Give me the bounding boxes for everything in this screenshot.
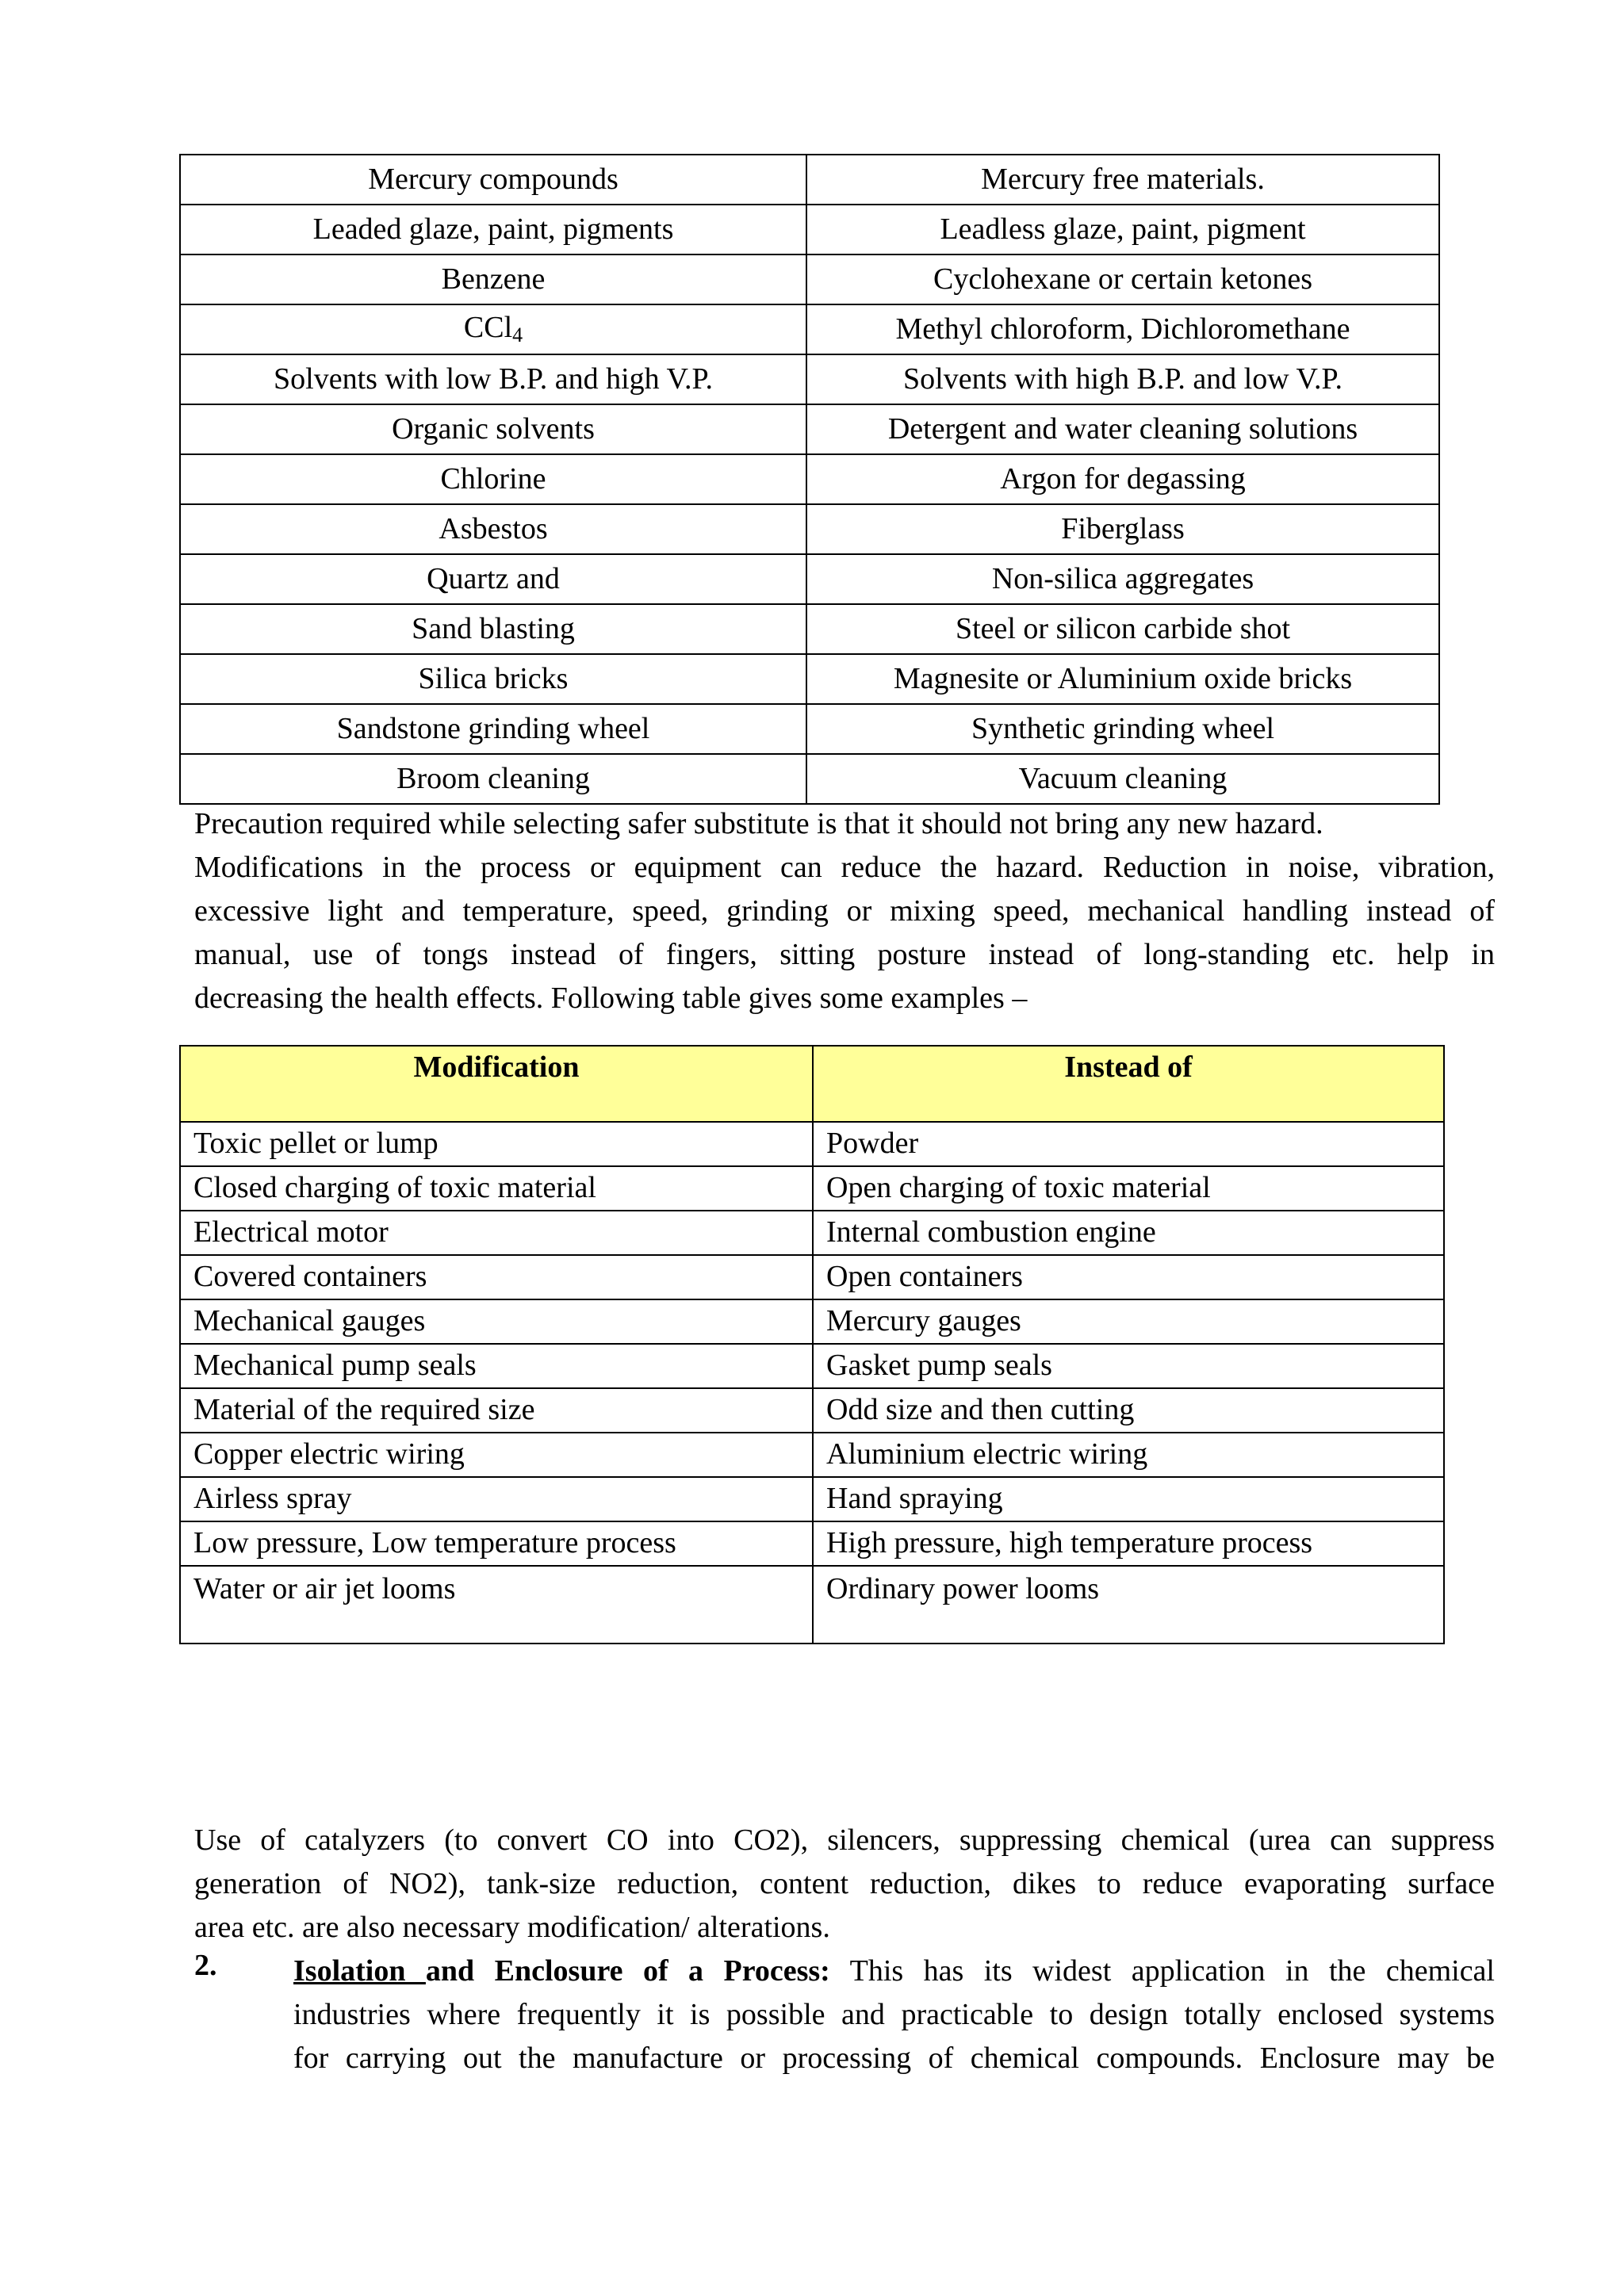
substitute-cell: Synthetic grinding wheel: [806, 704, 1439, 754]
hazard-cell: Chlorine: [180, 454, 806, 504]
modification-cell: Mechanical gauges: [180, 1299, 813, 1344]
modification-cell: Mechanical pump seals: [180, 1344, 813, 1388]
hazard-cell: Leaded glaze, paint, pigments: [180, 205, 806, 254]
table-row: [180, 754, 1439, 804]
hazard-cell: Solvents with low B.P. and high V.P.: [180, 354, 806, 404]
hazard-cell: Asbestos: [180, 504, 806, 554]
paragraph-line: manual, use of tongs instead of fingers, sitting posture instead of long-standing etc. help in: [194, 938, 1495, 971]
instead-of-cell: Gasket pump seals: [813, 1344, 1444, 1388]
modification-cell: Airless spray: [180, 1477, 813, 1521]
hazard-cell: Benzene: [180, 254, 806, 304]
hazard-cell: Quartz and: [180, 554, 806, 604]
catalyzer-paragraph: [194, 1819, 1495, 1950]
instead-of-cell: Hand spraying: [813, 1477, 1444, 1521]
table-row: [180, 704, 1439, 754]
substitute-cell: Steel or silicon carbide shot: [806, 604, 1439, 654]
section-heading-rest: and Enclosure of a Process:: [425, 1954, 830, 1988]
paragraph-line: excessive light and temperature, speed, grinding or mixing speed, mechanical handling instead of: [194, 894, 1495, 928]
substitute-cell: Leadless glaze, paint, pigment: [806, 205, 1439, 254]
table-row: [180, 1433, 1444, 1477]
paragraph-line: area etc. are also necessary modification/ alterations.: [194, 1911, 830, 1944]
table-row: [180, 1521, 1444, 1566]
paragraph-line: Modifications in the process or equipment can reduce the hazard. Reduction in noise, vibration,: [194, 851, 1495, 884]
table-row: [180, 1211, 1444, 1255]
table-row: [180, 1166, 1444, 1211]
precaution-text: [194, 802, 1495, 846]
instead-of-cell: Ordinary power looms: [813, 1566, 1444, 1644]
hazard-formula: CCl: [463, 311, 513, 345]
section-number: 2.: [194, 1949, 217, 1982]
hazard-cell: Sand blasting: [180, 604, 806, 654]
hazard-cell: Silica bricks: [180, 654, 806, 704]
instead-of-cell: Odd size and then cutting: [813, 1388, 1444, 1433]
table-row: [180, 155, 1439, 205]
instead-of-cell: Mercury gauges: [813, 1299, 1444, 1344]
modification-paragraph: [194, 846, 1495, 1020]
modification-cell: Closed charging of toxic material: [180, 1166, 813, 1211]
table-row: [180, 304, 1439, 354]
table-row: [180, 1344, 1444, 1388]
substitute-cell: Methyl chloroform, Dichloromethane: [806, 304, 1439, 354]
substitute-cell: Magnesite or Aluminium oxide bricks: [806, 654, 1439, 704]
table-row: [180, 1566, 1444, 1644]
table-row: [180, 254, 1439, 304]
modification-table: [179, 1045, 1445, 1644]
table-row: [180, 454, 1439, 504]
substitute-cell: Detergent and water cleaning solutions: [806, 404, 1439, 454]
substitute-cell: Argon for degassing: [806, 454, 1439, 504]
hazard-cell: Organic solvents: [180, 404, 806, 454]
header-modification: Modification: [180, 1046, 813, 1122]
section-2-first-line: [293, 1950, 1495, 1993]
table-row: [180, 604, 1439, 654]
precaution-line: Precaution required while selecting safer substitute is that it should not bring any new hazard.: [194, 807, 1323, 840]
substitute-cell: Non-silica aggregates: [806, 554, 1439, 604]
paragraph-line: generation of NO2), tank-size reduction, content reduction, dikes to reduce evaporating surface: [194, 1867, 1495, 1900]
section-first-line-text: This has its widest application in the chemical: [849, 1954, 1495, 1988]
instead-of-cell: Internal combustion engine: [813, 1211, 1444, 1255]
substitute-cell: Vacuum cleaning: [806, 754, 1439, 804]
table-row: [180, 1388, 1444, 1433]
table-row: [180, 554, 1439, 604]
table-row: [180, 404, 1439, 454]
modification-cell: Material of the required size: [180, 1388, 813, 1433]
table-row: [180, 1255, 1444, 1299]
modification-cell: Electrical motor: [180, 1211, 813, 1255]
paragraph-line: for carrying out the manufacture or processing of chemical compounds. Enclosure may be: [293, 2042, 1495, 2075]
header-instead-of: Instead of: [813, 1046, 1444, 1122]
table-row: [180, 354, 1439, 404]
substitute-cell: Solvents with high B.P. and low V.P.: [806, 354, 1439, 404]
substitute-cell: Mercury free materials.: [806, 155, 1439, 205]
hazard-cell: [180, 304, 806, 354]
hazard-cell: Broom cleaning: [180, 754, 806, 804]
modification-cell: Covered containers: [180, 1255, 813, 1299]
table-header-row: [180, 1046, 1444, 1122]
table-row: [180, 654, 1439, 704]
section-heading-underlined: Isolation: [293, 1954, 426, 1988]
hazard-cell: Sandstone grinding wheel: [180, 704, 806, 754]
instead-of-cell: Powder: [813, 1122, 1444, 1166]
modification-cell: Low pressure, Low temperature process: [180, 1521, 813, 1566]
modification-cell: Toxic pellet or lump: [180, 1122, 813, 1166]
table-row: [180, 1122, 1444, 1166]
instead-of-cell: High pressure, high temperature process: [813, 1521, 1444, 1566]
table-row: [180, 1477, 1444, 1521]
instead-of-cell: Open charging of toxic material: [813, 1166, 1444, 1211]
paragraph-line: decreasing the health effects. Following table gives some examples –: [194, 982, 1028, 1015]
instead-of-cell: Open containers: [813, 1255, 1444, 1299]
paragraph-line: industries where frequently it is possible and practicable to design totally enclosed systems: [293, 1998, 1495, 2031]
substitution-table: [179, 154, 1440, 805]
instead-of-cell: Aluminium electric wiring: [813, 1433, 1444, 1477]
table-row: [180, 1299, 1444, 1344]
modification-cell: Copper electric wiring: [180, 1433, 813, 1477]
modification-cell: Water or air jet looms: [180, 1566, 813, 1644]
substitute-cell: Cyclohexane or certain ketones: [806, 254, 1439, 304]
hazard-cell: Mercury compounds: [180, 155, 806, 205]
section-2-text: [293, 1950, 1495, 2080]
paragraph-line: Use of catalyzers (to convert CO into CO2), silencers, suppressing chemical (urea can suppress: [194, 1823, 1495, 1857]
table-row: [180, 205, 1439, 254]
table-row: [180, 504, 1439, 554]
substitute-cell: Fiberglass: [806, 504, 1439, 554]
hazard-subscript: 4: [512, 323, 523, 347]
